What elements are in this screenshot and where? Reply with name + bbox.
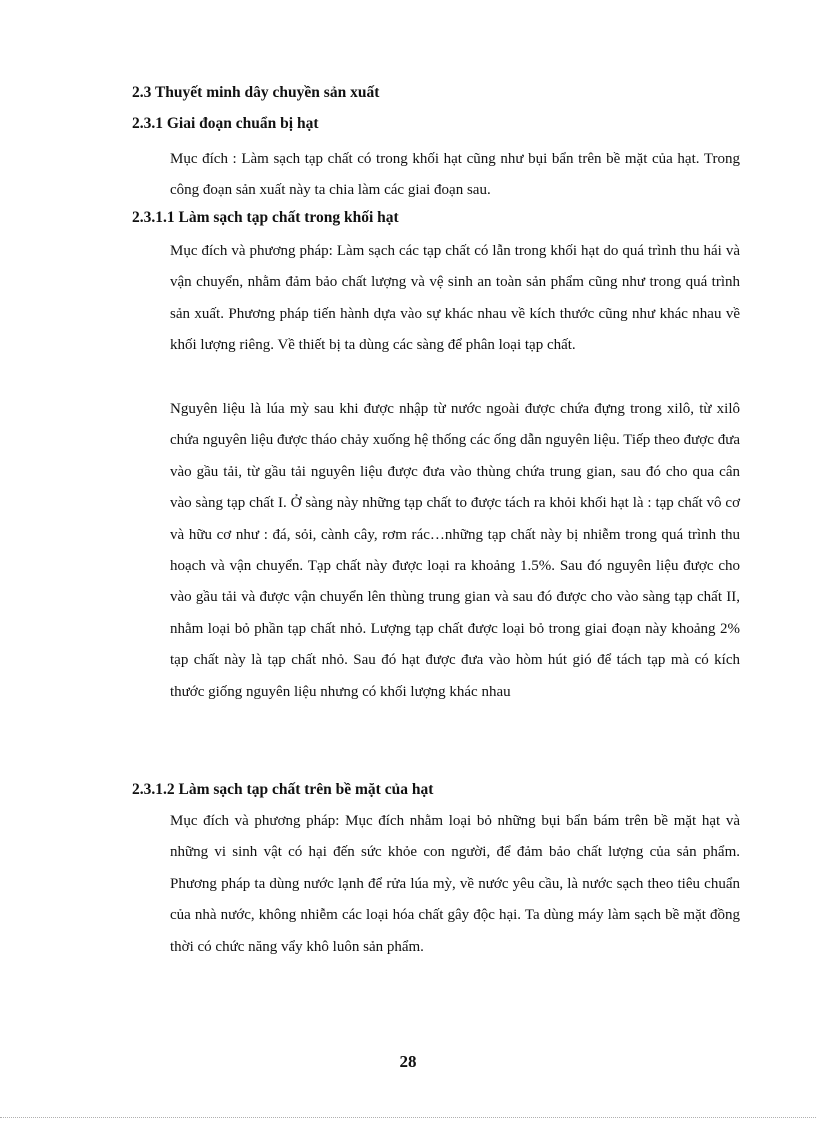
- part-1-heading: 2.3.1.1 Làm sạch tạp chất trong khối hạt: [132, 209, 399, 226]
- section-heading: 2.3 Thuyết minh dây chuyền sản xuất: [132, 84, 380, 101]
- page-bottom-divider: [0, 1117, 816, 1118]
- part-2-heading: 2.3.1.2 Làm sạch tạp chất trên bề mặt của hạt: [132, 781, 434, 798]
- subsection-heading: 2.3.1 Giai đoạn chuẩn bị hạt: [132, 115, 319, 132]
- part-1-purpose-paragraph: Mục đích và phương pháp: Làm sạch các tạp chất có lẫn trong khối hạt do quá trình thu hái và vận chuyển, nhằm đảm bảo chất lượng và vệ sinh an toàn sản phẩm cũng như trong quá trình sản xuất. Phương pháp tiến hành dựa vào sự khác nhau về kích thước cũng như khác nhau về khối lượng riêng. Về thiết bị ta dùng các sàng để phân loại tạp chất.: [170, 243, 740, 354]
- subsection-intro-paragraph: Mục đích : Làm sạch tạp chất có trong khối hạt cũng như bụi bẩn trên bề mặt của hạt. Trong công đoạn sản xuất này ta chia làm các giai đoạn sau.: [170, 151, 740, 199]
- part-1-process-paragraph: Nguyên liệu là lúa mỳ sau khi được nhập từ nước ngoài được chứa đựng trong xilô, từ xilô chứa nguyên liệu được tháo chảy xuống hệ thống các ống dẫn nguyên liệu. Tiếp theo được đưa vào gầu tải, từ gầu tải nguyên liệu được đưa vào thùng chứa trung gian, sau đó cho qua cân vào sàng tạp chất I. Ở sàng này những tạp chất to được tách ra khỏi khối hạt là : tạp chất vô cơ và hữu cơ như : đá, sỏi, cành cây, rơm rác…những tạp chất này bị nhiễm trong quá trình thu hoạch và vận chuyển. Tạp chất này được loại ra khoảng 1.5%. Sau đó nguyên liệu được cho vào gầu tải và được vận chuyển lên thùng trung gian và sau đó được cho vào sàng tạp chất II, nhằm loại bỏ phần tạp chất nhỏ. Lượng tạp chất được loại bỏ trong giai đoạn này khoảng 2% tạp chất này là tạp chất nhỏ. Sau đó hạt được đưa vào hòm hút gió để tách tạp mà có kích thước giống nguyên liệu nhưng có khối lượng khác nhau: [170, 401, 740, 700]
- page-number: 28: [399, 1052, 417, 1071]
- part-2-purpose-paragraph: Mục đích và phương pháp: Mục đích nhằm loại bỏ những bụi bẩn bám trên bề mặt hạt và những vi sinh vật có hại đến sức khỏe con người, để đảm bảo chất lượng của sản phẩm. Phương pháp ta dùng nước lạnh để rửa lúa mỳ, về nước yêu cầu, là nước sạch theo tiêu chuẩn của nhà nước, không nhiễm các loại hóa chất gây độc hại. Ta dùng máy làm sạch bề mặt đồng thời có chức năng vẩy khô luôn sản phẩm.: [170, 813, 740, 955]
